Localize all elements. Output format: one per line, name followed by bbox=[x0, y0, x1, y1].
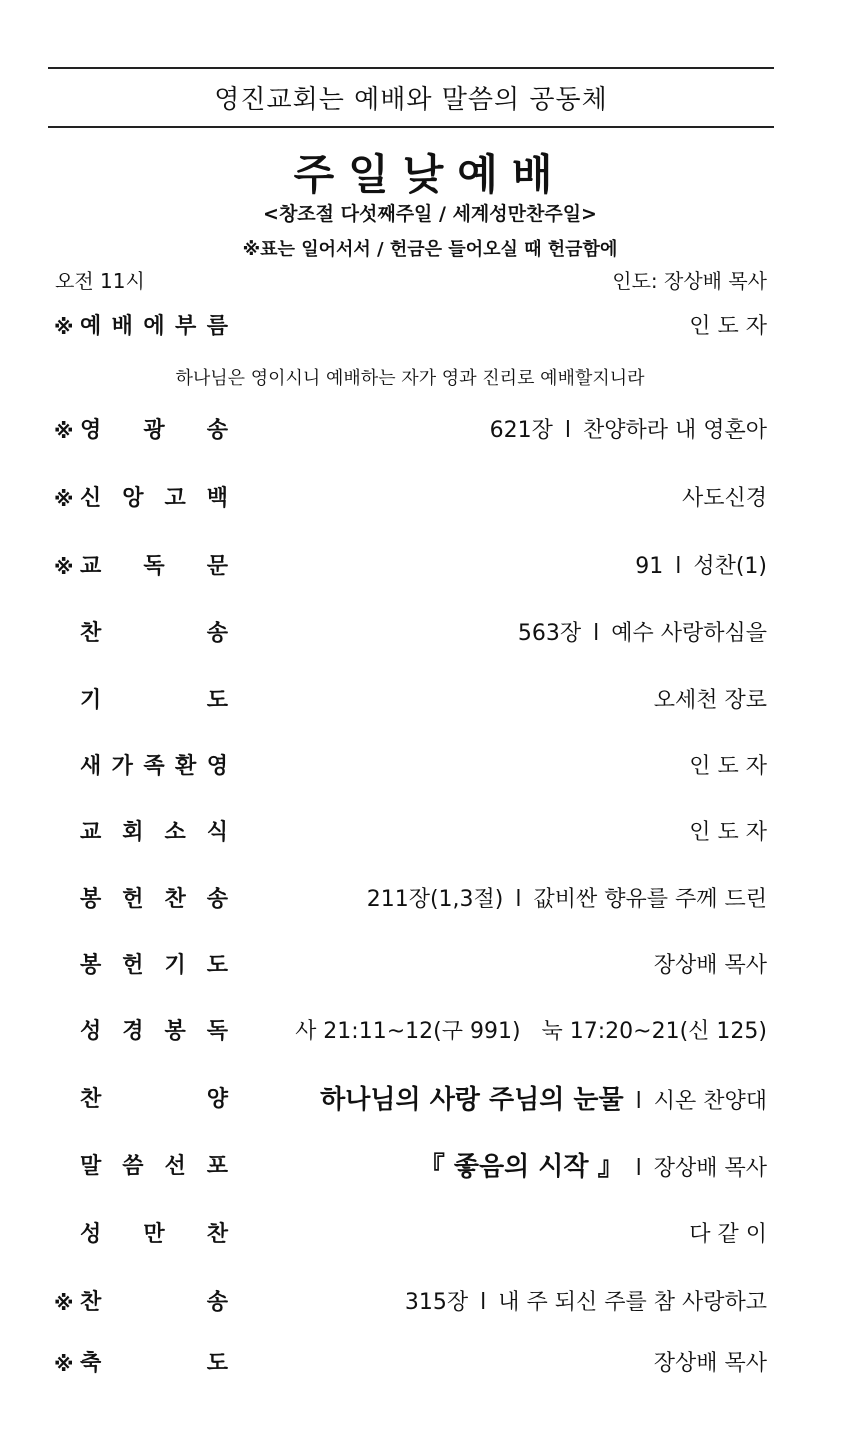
order-label: 성 만 찬 bbox=[80, 1222, 228, 1247]
stand-mark: ※ bbox=[54, 487, 74, 511]
order-label: 교 독 문 bbox=[80, 554, 228, 579]
order-row bbox=[0, 749, 860, 785]
service-subtitle: <창조절 다섯째주일 / 세계성만찬주일> bbox=[263, 203, 597, 225]
stand-mark: ※ bbox=[54, 315, 74, 339]
order-label: 신 앙 고 백 bbox=[80, 486, 228, 511]
order-row bbox=[0, 683, 860, 719]
order-row bbox=[0, 815, 860, 851]
order-label: 새 가 족 환 영 bbox=[80, 754, 228, 779]
order-value: 211장(1,3절) l 값비싼 향유를 주께 드린 bbox=[366, 887, 767, 912]
order-row bbox=[0, 1285, 860, 1321]
middle-rule bbox=[48, 126, 774, 128]
service-title: 주일낮예배 bbox=[293, 150, 567, 199]
service-leader: 인도: 장상배 목사 bbox=[612, 269, 767, 293]
order-label: 봉 헌 찬 송 bbox=[80, 887, 228, 912]
service-time: 오전 11시 bbox=[55, 269, 145, 293]
anthem-title: 하나님의 사랑 주님의 눈물 bbox=[320, 1085, 624, 1115]
order-row bbox=[0, 549, 860, 585]
order-row bbox=[0, 481, 860, 517]
service-notice: ※표는 일어서서 / 헌금은 들어오실 때 헌금함에 bbox=[242, 239, 618, 260]
call-to-worship-verse: 하나님은 영이시니 예배하는 자가 영과 진리로 예배할지니라 bbox=[175, 368, 645, 389]
order-value: 563장 l 예수 사랑하심을 bbox=[517, 621, 767, 646]
order-value: 인 도 자 bbox=[689, 314, 767, 339]
order-label: 예 배 에 부 름 bbox=[80, 314, 228, 339]
order-row bbox=[0, 1346, 860, 1382]
order-value: 621장 l 찬양하라 내 영혼아 bbox=[489, 418, 767, 443]
order-row bbox=[0, 1082, 860, 1118]
stand-mark: ※ bbox=[54, 419, 74, 443]
church-motto: 영진교회는 예배와 말씀의 공동체 bbox=[214, 85, 608, 115]
sermon-title: 『 좋음의 시작 』 bbox=[418, 1152, 624, 1182]
order-value: 91 l 성찬(1) bbox=[635, 554, 767, 579]
order-row bbox=[0, 1149, 860, 1185]
order-label: 찬 송 bbox=[80, 1290, 228, 1315]
stand-mark: ※ bbox=[54, 555, 74, 579]
order-row bbox=[0, 616, 860, 652]
order-value: 『 좋음의 시작 』 l 장상배 목사 bbox=[418, 1152, 767, 1182]
order-label: 영 광 송 bbox=[80, 418, 228, 443]
order-label: 교 회 소 식 bbox=[80, 820, 228, 845]
order-value: 하나님의 사랑 주님의 눈물 l 시온 찬양대 bbox=[320, 1085, 767, 1115]
stand-mark: ※ bbox=[54, 1291, 74, 1315]
order-value: 인 도 자 bbox=[689, 754, 767, 779]
order-row bbox=[0, 309, 860, 345]
order-value: 다 같 이 bbox=[689, 1222, 767, 1247]
order-row bbox=[0, 1014, 860, 1050]
order-value: 315장 l 내 주 되신 주를 참 사랑하고 bbox=[404, 1290, 767, 1315]
order-label: 축 도 bbox=[80, 1351, 228, 1376]
top-rule bbox=[48, 67, 774, 69]
order-label: 찬 송 bbox=[80, 621, 228, 646]
order-value: 오세천 장로 bbox=[653, 688, 767, 713]
order-value: 인 도 자 bbox=[689, 820, 767, 845]
order-label: 말 씀 선 포 bbox=[80, 1154, 228, 1179]
order-value: 사도신경 bbox=[681, 486, 767, 511]
order-value: 장상배 목사 bbox=[653, 1351, 767, 1376]
order-label: 성 경 봉 독 bbox=[80, 1019, 228, 1044]
stand-mark: ※ bbox=[54, 1352, 74, 1376]
order-value: 사 21:11~12(구 991) 눅 17:20~21(신 125) bbox=[295, 1019, 767, 1044]
order-row bbox=[0, 413, 860, 449]
order-label: 찬 양 bbox=[80, 1087, 228, 1112]
order-row bbox=[0, 882, 860, 918]
order-label: 봉 헌 기 도 bbox=[80, 953, 228, 978]
order-label: 기 도 bbox=[80, 688, 228, 713]
order-row bbox=[0, 948, 860, 984]
order-value: 장상배 목사 bbox=[653, 953, 767, 978]
order-row bbox=[0, 1217, 860, 1253]
